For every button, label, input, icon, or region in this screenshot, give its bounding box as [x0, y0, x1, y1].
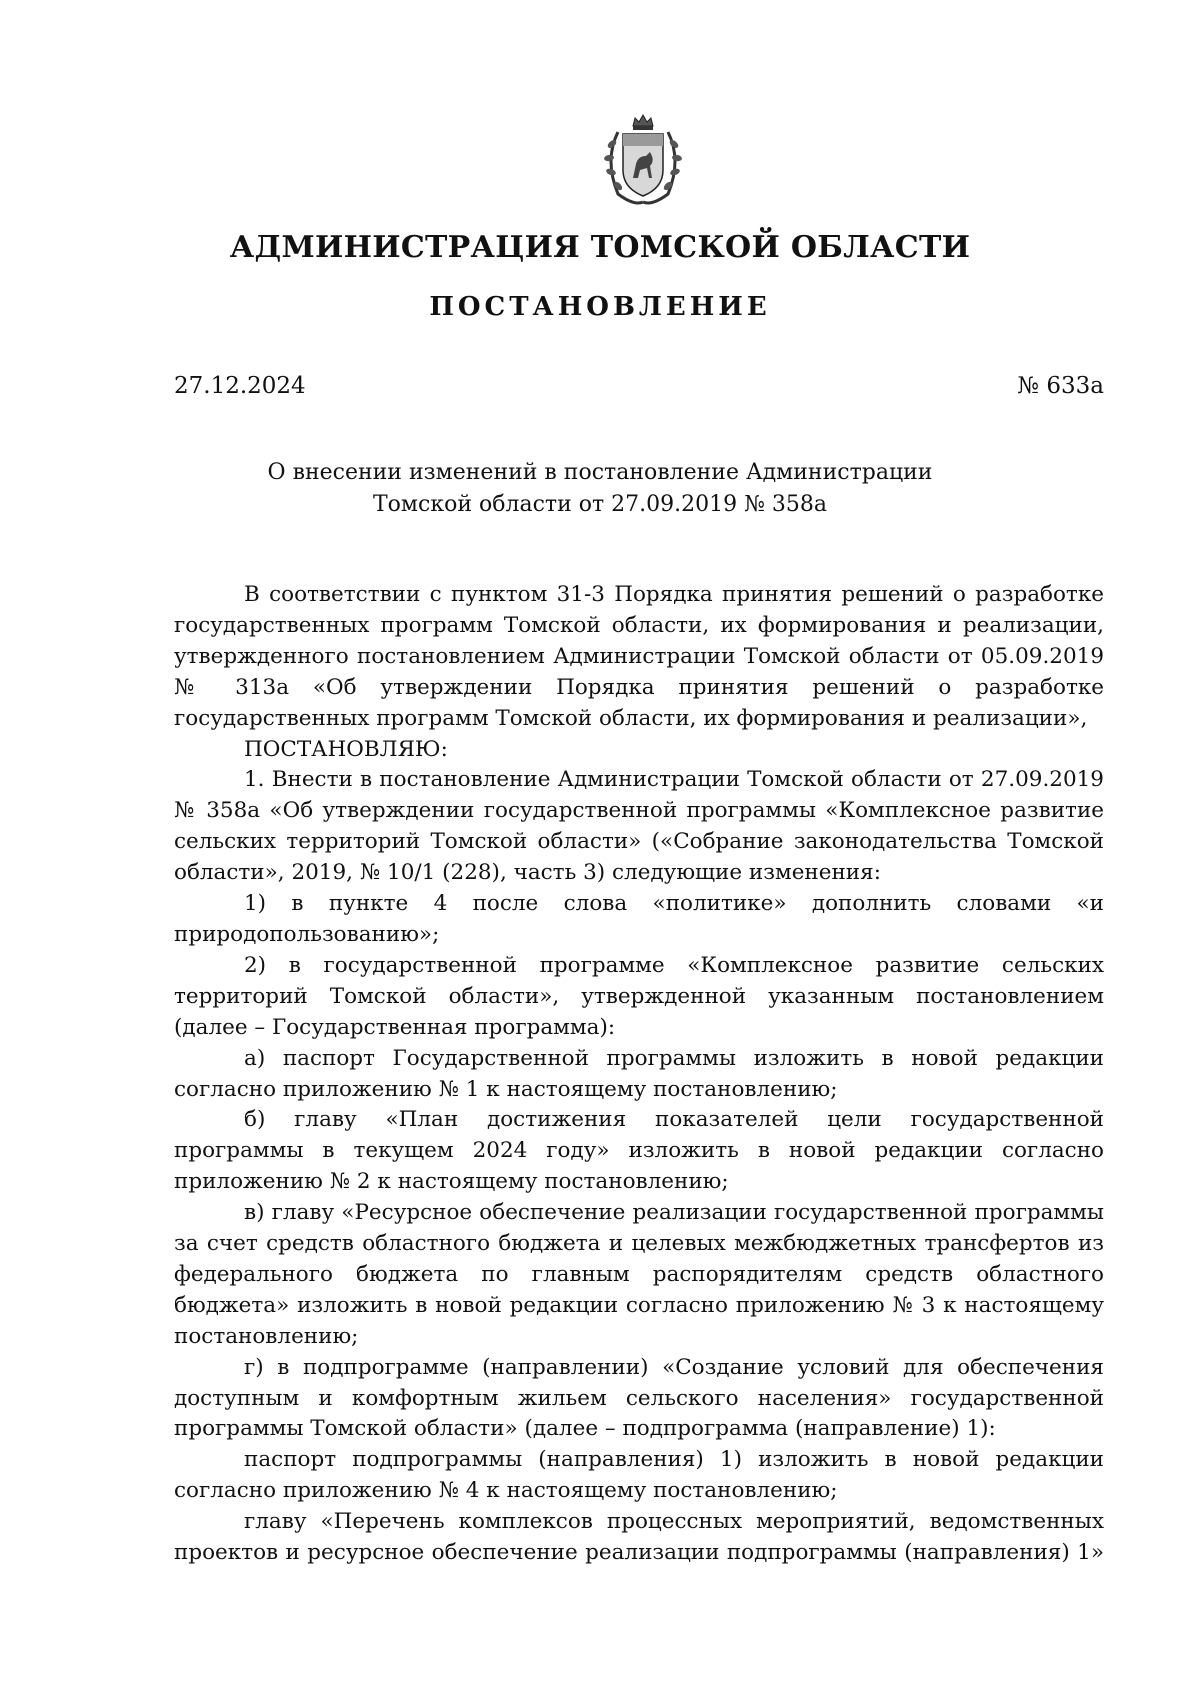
paragraph: г) в подпрограмме (направлении) «Создание условий для обеспечения доступным и комфортным жильем сельского населения» государственной программы Томской области» (далее – подпрограмма (направление) 1):: [174, 1354, 1104, 1442]
paragraph: 2) в государственной программе «Комплексное развитие сельских территорий Томской области», утвержденной указанным постановлением (далее – Государственная программа):: [174, 952, 1104, 1040]
document-body: [174, 580, 1104, 1569]
document-number: № 633а: [1017, 373, 1104, 399]
paragraph: в) главу «Ресурсное обеспечение реализации государственной программы за счет средств областного бюджета и целевых межбюджетных трансфертов из федерального бюджета по главным распорядителям средств областного бюджета» изложить в новой редакции согласно приложению № 3 к настоящему постановлению;: [174, 1200, 1104, 1349]
coat-of-arms-icon: [588, 112, 698, 210]
paragraph: главу «Перечень комплексов процессных мероприятий, ведомственных проектов и ресурсное обеспечение реализации подпрограммы (направления) 1»: [174, 1509, 1104, 1566]
paragraph: б) главу «План достижения показателей цели государственной программы в текущем 2024 году» изложить в новой редакции согласно приложению № 2 к настоящему постановлению;: [174, 1107, 1104, 1195]
paragraph: 1) в пункте 4 после слова «политике» дополнить словами «и природопользованию»;: [174, 891, 1104, 947]
organization-title: АДМИНИСТРАЦИЯ ТОМСКОЙ ОБЛАСТИ: [229, 230, 971, 265]
document-date: 27.12.2024: [174, 373, 306, 399]
decree-word: ПОСТАНОВЛЯЮ:: [244, 736, 448, 762]
document-type: ПОСТАНОВЛЕНИЕ: [429, 292, 771, 322]
paragraph: а) паспорт Государственной программы изложить в новой редакции согласно приложению № 1 к настоящему постановлению;: [174, 1045, 1104, 1102]
subject-line: О внесении изменений в постановление Администрации: [267, 460, 933, 485]
paragraph: паспорт подпрограммы (направления) 1) изложить в новой редакции согласно приложению № 4 к настоящему постановлению;: [174, 1447, 1104, 1504]
paragraph: В соответствии с пунктом 31-3 Порядка принятия решений о разработке государственных программ Томской области, их формирования и реализации, утвержденного постановлением Администрации Томской области от 05.09.2019 № 313а «Об утверждении Порядка принятия решений о разработке государственных программ Томской области, их формирования и реализации»,: [174, 582, 1104, 731]
paragraph: 1. Внести в постановление Администрации Томской области от 27.09.2019 № 358а «Об утверждении государственной программы «Комплексное развитие сельских территорий Томской области» («Собрание законодательства Томской области», 2019, № 10/1 (228), часть 3) следующие изменения:: [174, 767, 1104, 886]
subject-line: Томской области от 27.09.2019 № 358а: [372, 492, 828, 517]
document-subject: [200, 457, 1000, 521]
